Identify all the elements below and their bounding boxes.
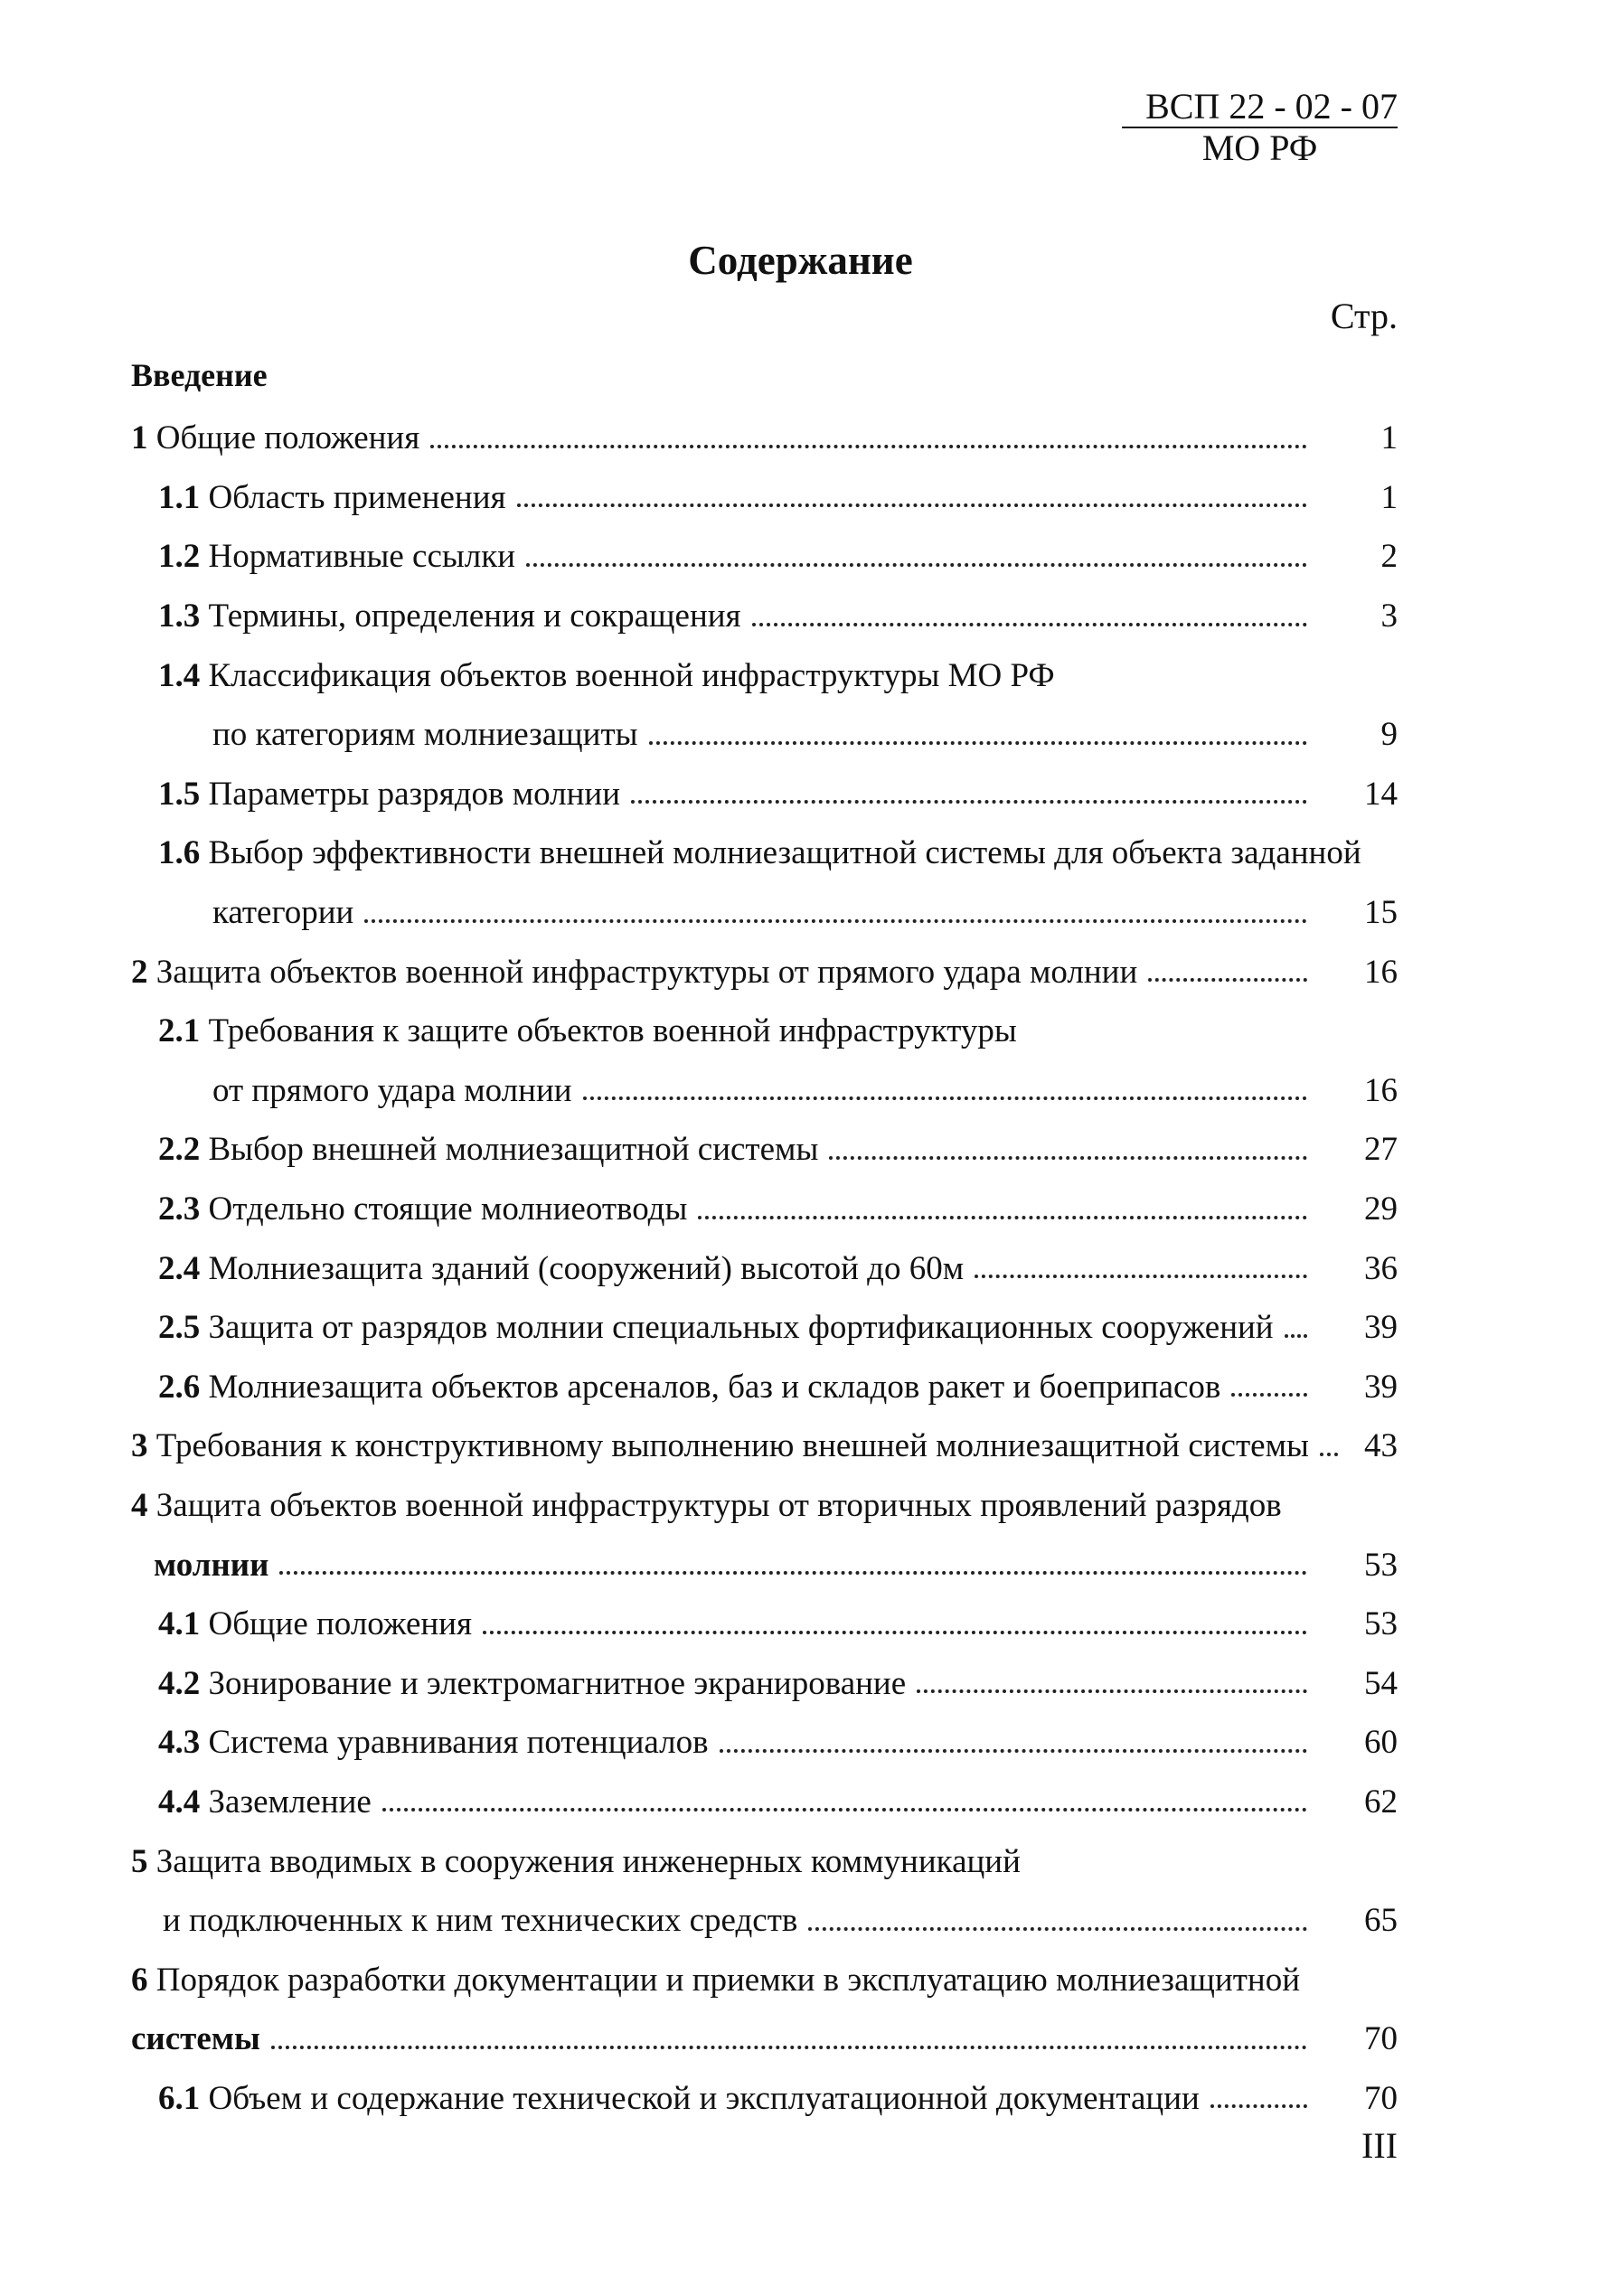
toc-entry-text: Молниезащита зданий (сооружений) высотой до 60м — [200, 1249, 965, 1287]
toc-leader-dots — [698, 1216, 1307, 1219]
toc-entry-title — [158, 1249, 975, 1288]
toc-entry-title — [158, 1190, 698, 1228]
toc-entry[interactable] — [0, 587, 1601, 646]
toc-entry-number: 1.3 — [158, 598, 201, 635]
toc-entry-text: Требования к конструктивному выполнению внешней молниезащитной системы — [147, 1427, 1309, 1465]
toc-entry-page: 53 — [1364, 1605, 1398, 1643]
toc-entry-page: 16 — [1364, 953, 1398, 991]
toc-entry-text: Порядок разработки документации и приемки в эксплуатацию молниезащитной — [147, 1961, 1300, 1999]
toc-entry-number: 2.6 — [158, 1368, 201, 1406]
toc-entry[interactable] — [0, 1713, 1601, 1773]
toc-entry-title — [158, 1723, 720, 1762]
toc-entry-text: от прямого удара молнии — [212, 1071, 572, 1109]
toc-entry-page: 70 — [1364, 2020, 1398, 2058]
toc-entry-title — [158, 537, 526, 576]
toc-entry-text: Защита вводимых в сооружения инженерных коммуникаций — [147, 1842, 1021, 1880]
toc-entry[interactable] — [0, 1535, 1601, 1595]
toc-entry[interactable] — [0, 942, 1601, 1002]
toc-entry-page: 14 — [1364, 775, 1398, 813]
toc-entry-number: 2 — [131, 953, 148, 991]
toc-entry[interactable] — [0, 1773, 1601, 1832]
toc-entry-number: 6 — [131, 1961, 148, 1999]
toc-entry-number: 5 — [131, 1842, 148, 1880]
toc-entry[interactable] — [0, 645, 1601, 705]
toc-entry-title — [158, 656, 1066, 695]
toc-entry-text: Защита от разрядов молнии специальных фортификационных сооружений — [200, 1309, 1274, 1347]
page-number: III — [1361, 2125, 1398, 2166]
toc-entry-page: 9 — [1380, 716, 1398, 754]
toc-entry-number: 4.3 — [158, 1724, 201, 1762]
toc-leader-dots — [631, 800, 1307, 804]
toc-leader-dots — [649, 741, 1308, 745]
toc-entry-title — [131, 1426, 1320, 1465]
toc-entry-page: 70 — [1364, 2079, 1398, 2117]
toc-entry-text: Защита объектов военной инфраструктуры от вторичных проявлений разрядов — [147, 1486, 1282, 1524]
toc-entry-number: 1 — [131, 419, 148, 457]
toc-entry-page: 65 — [1364, 1902, 1398, 1940]
toc-entry[interactable] — [0, 2009, 1601, 2069]
toc-leader-dots — [1210, 2104, 1307, 2108]
toc-entry[interactable] — [0, 527, 1601, 587]
toc-entry-text: Отдельно стоящие молниеотводы — [200, 1190, 688, 1228]
toc-entry-page: 16 — [1364, 1071, 1398, 1109]
toc-leader-dots — [364, 919, 1307, 923]
toc-entry-number: 1.5 — [158, 775, 201, 813]
toc-entry-title — [158, 478, 517, 517]
toc-entry-text: Область применения — [200, 478, 506, 516]
page-title: Содержание — [688, 238, 913, 283]
toc-entry-number: 3 — [131, 1427, 148, 1465]
toc-entry-page: 29 — [1364, 1190, 1398, 1228]
toc-entry-number: 2.5 — [158, 1309, 201, 1347]
toc-entry[interactable] — [0, 1120, 1601, 1180]
toc-entry-title — [158, 1130, 829, 1169]
toc-entry[interactable] — [0, 468, 1601, 528]
toc-leader-dots — [517, 503, 1307, 507]
toc-entry-number: 1.1 — [158, 478, 201, 516]
toc-entry-title — [131, 2019, 271, 2058]
toc-entry-title — [158, 775, 631, 814]
toc-entry[interactable] — [0, 823, 1601, 883]
toc-entry-page: 60 — [1364, 1724, 1398, 1762]
toc-entry[interactable] — [0, 1061, 1601, 1121]
toc-entry-page: 1 — [1380, 419, 1398, 457]
toc-entry-page: 62 — [1364, 1783, 1398, 1821]
toc-entry-text: Термины, определения и сокращения — [200, 598, 741, 635]
toc-entry-text: Выбор внешней молниезащитной системы — [200, 1131, 819, 1169]
toc-leader-dots — [483, 1631, 1307, 1634]
toc-entry-number: 6.1 — [158, 2079, 201, 2117]
toc-entry-title — [163, 1901, 808, 1940]
toc-entry-text: Система уравнивания потенциалов — [200, 1724, 709, 1762]
toc-entry-title — [158, 2079, 1210, 2118]
toc-entry[interactable] — [0, 1476, 1601, 1536]
toc-entry-page: 36 — [1364, 1249, 1398, 1287]
toc-entry[interactable] — [0, 1002, 1601, 1061]
toc-entry-page: 2 — [1380, 538, 1398, 576]
toc-leader-dots — [1148, 978, 1307, 982]
toc-introduction: Введение — [131, 357, 268, 393]
toc-entry[interactable] — [0, 1595, 1601, 1654]
toc-entry-text: Зонирование и электромагнитное экранирование — [200, 1664, 907, 1702]
toc-entry-number: 2.2 — [158, 1131, 201, 1169]
toc-entry-title — [158, 833, 1372, 872]
toc-entry-text: Общие положения — [147, 419, 420, 457]
toc-entry-title — [212, 715, 649, 754]
standard-code: ВСП 22 - 02 - 07 — [1122, 87, 1398, 128]
document-header — [1122, 87, 1398, 168]
toc-entry-number: 4.1 — [158, 1605, 201, 1643]
toc-entry-title — [212, 1071, 583, 1110]
toc-entry-text: Объем и содержание технической и эксплуатационной документации — [200, 2079, 1200, 2117]
toc-entry-title — [212, 893, 364, 932]
toc-entry-title — [131, 1486, 1293, 1525]
toc-entry-text: Общие положения — [200, 1605, 472, 1643]
toc-entry-number: 1.6 — [158, 834, 201, 872]
toc-leader-dots — [917, 1689, 1307, 1693]
toc-entry-page: 53 — [1364, 1546, 1398, 1584]
toc-entry-text: Заземление — [200, 1783, 372, 1821]
table-of-contents — [0, 409, 1601, 2128]
toc-entry-title — [131, 1842, 1031, 1881]
toc-entry[interactable] — [0, 765, 1601, 824]
toc-entry-title — [158, 1664, 917, 1703]
toc-entry-title — [158, 1783, 382, 1821]
toc-entry-number: 4 — [131, 1486, 148, 1524]
toc-entry-title — [158, 597, 752, 635]
toc-entry-text: Требования к защите объектов военной инфраструктуры — [200, 1012, 1017, 1050]
toc-entry-number: 2.1 — [158, 1012, 201, 1050]
toc-entry-text: системы — [131, 2020, 260, 2058]
page-column-label: Стр. — [1330, 296, 1398, 336]
toc-leader-dots — [1231, 1393, 1307, 1397]
toc-leader-dots — [271, 2046, 1307, 2049]
toc-entry-number: 4.4 — [158, 1783, 201, 1821]
toc-entry-page: 54 — [1364, 1664, 1398, 1702]
toc-entry-title — [131, 419, 430, 457]
toc-entry[interactable] — [0, 2069, 1601, 2129]
toc-leader-dots — [808, 1927, 1307, 1931]
toc-leader-dots — [1320, 1453, 1338, 1456]
toc-entry[interactable] — [0, 1653, 1601, 1713]
toc-entry-title — [158, 1308, 1285, 1347]
toc-entry-page: 1 — [1380, 478, 1398, 516]
toc-entry-text: и подключенных к ним технических средств — [163, 1902, 798, 1940]
toc-entry-title — [158, 1368, 1231, 1407]
toc-entry-text: Молниезащита объектов арсеналов, баз и складов ракет и боеприпасов — [200, 1368, 1221, 1406]
toc-leader-dots — [829, 1156, 1307, 1160]
toc-entry-page: 43 — [1364, 1427, 1398, 1465]
toc-entry-text: категории — [212, 894, 354, 932]
toc-entry[interactable] — [0, 1238, 1601, 1298]
standard-org: МО РФ — [1201, 127, 1318, 168]
toc-entry[interactable] — [0, 1358, 1601, 1417]
toc-entry-number: 2.4 — [158, 1249, 201, 1287]
toc-entry-title — [158, 1604, 483, 1643]
toc-entry[interactable] — [0, 1180, 1601, 1239]
toc-entry[interactable] — [0, 1950, 1601, 2009]
toc-entry[interactable] — [0, 1891, 1601, 1951]
toc-leader-dots — [583, 1096, 1307, 1100]
toc-entry-text: Защита объектов военной инфраструктуры от прямого удара молнии — [147, 953, 1138, 991]
toc-entry[interactable] — [0, 1416, 1601, 1476]
toc-leader-dots — [1285, 1334, 1307, 1338]
toc-entry-text: Параметры разрядов молнии — [200, 775, 621, 813]
toc-leader-dots — [430, 445, 1307, 448]
toc-entry[interactable] — [0, 1831, 1601, 1891]
toc-entry[interactable] — [0, 705, 1601, 765]
toc-leader-dots — [720, 1749, 1307, 1753]
toc-entry-title — [131, 1961, 1311, 2000]
toc-leader-dots — [526, 563, 1307, 567]
toc-entry-text: Нормативные ссылки — [200, 538, 516, 576]
toc-entry[interactable] — [0, 1298, 1601, 1358]
toc-entry-title — [131, 953, 1148, 992]
toc-entry-page: 3 — [1380, 598, 1398, 635]
toc-entry-text: Классификация объектов военной инфраструктуры МО РФ — [200, 656, 1055, 694]
toc-leader-dots — [279, 1571, 1307, 1575]
toc-entry-title — [158, 1012, 1028, 1050]
toc-entry-text: Выбор эффективности внешней молниезащитной системы для объекта заданной — [200, 834, 1361, 872]
toc-entry[interactable] — [0, 409, 1601, 468]
toc-entry-number: 1.4 — [158, 656, 201, 694]
toc-entry-page: 39 — [1364, 1368, 1398, 1406]
toc-entry-number: 1.2 — [158, 538, 201, 576]
toc-leader-dots — [382, 1808, 1307, 1811]
toc-entry-page: 27 — [1364, 1131, 1398, 1169]
toc-entry-title — [154, 1546, 279, 1585]
toc-entry-page: 39 — [1364, 1309, 1398, 1347]
toc-entry[interactable] — [0, 883, 1601, 943]
toc-entry-text: молнии — [154, 1546, 269, 1584]
toc-entry-page: 15 — [1364, 894, 1398, 932]
toc-entry-number: 2.3 — [158, 1190, 201, 1228]
toc-entry-number: 4.2 — [158, 1664, 201, 1702]
toc-leader-dots — [975, 1275, 1307, 1278]
toc-entry-text: по категориям молниезащиты — [212, 716, 638, 754]
toc-leader-dots — [752, 623, 1307, 626]
